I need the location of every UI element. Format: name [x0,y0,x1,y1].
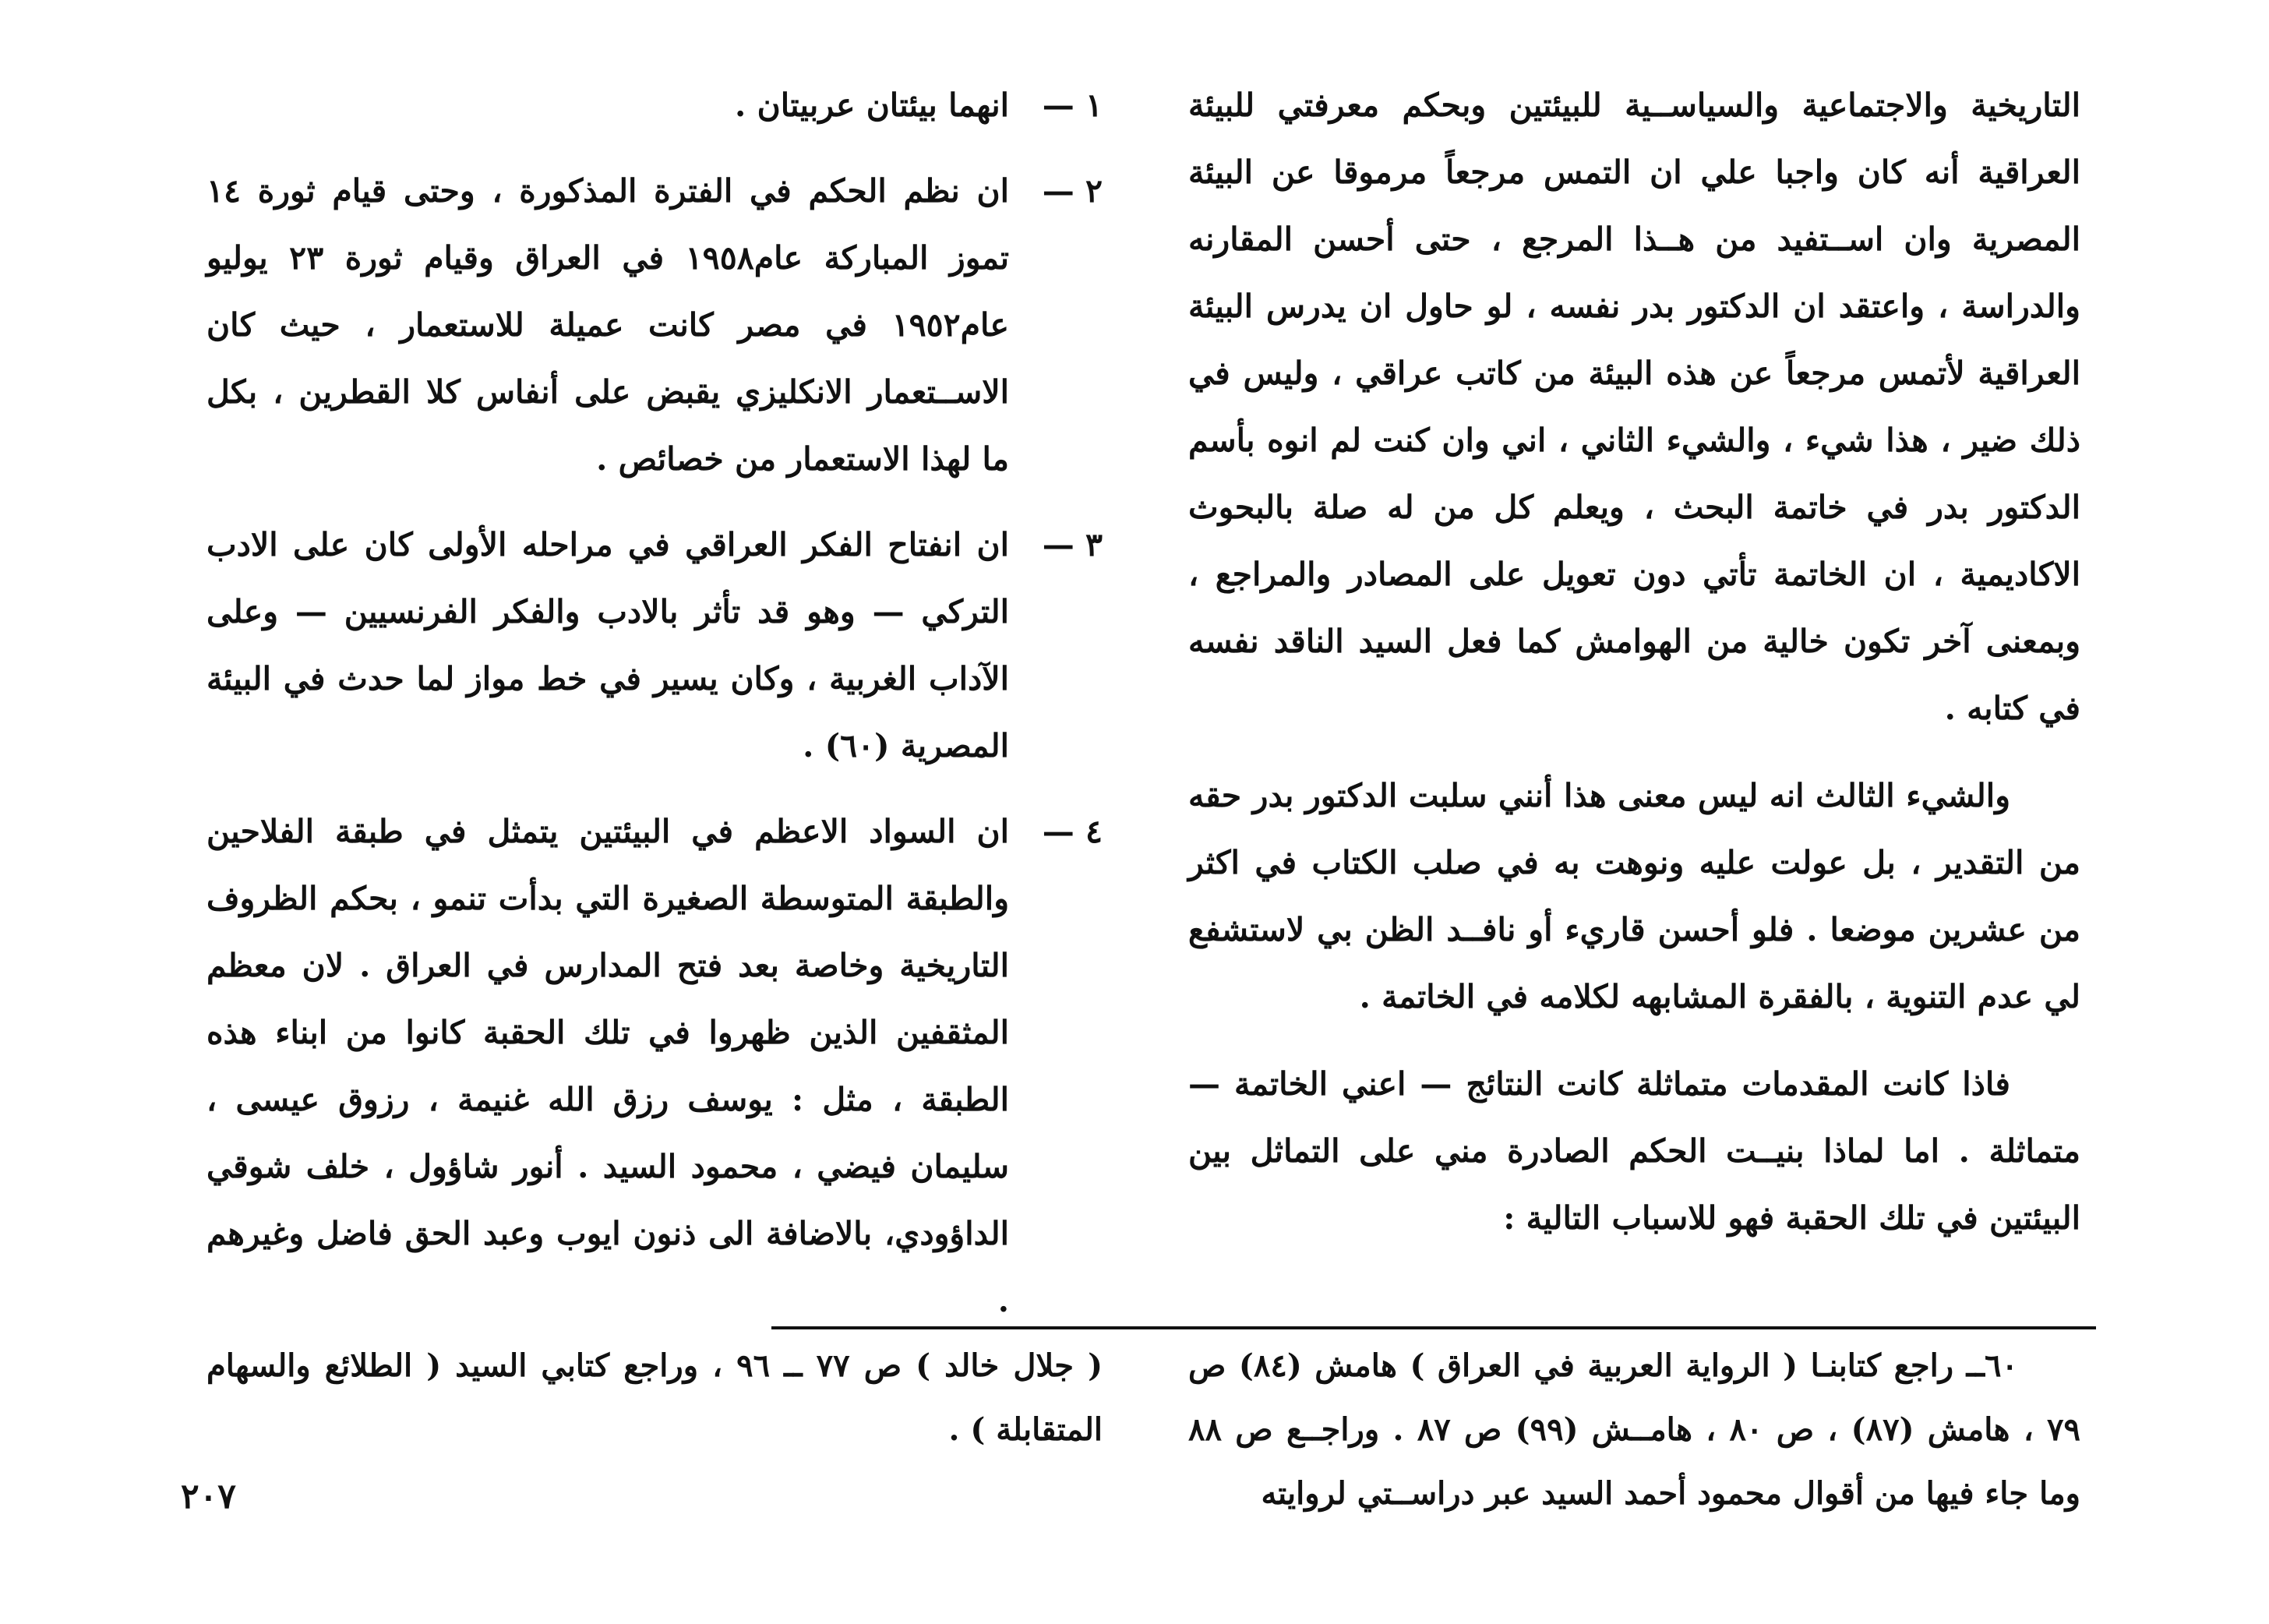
list-item [206,157,1103,492]
item-number: ٣ — [1042,526,1103,563]
paragraph-3: فاذا كانت المقدمات متماثلة كانت النتائج — اعني الخاتمة — متماثلة . اما لماذا بنيــت الحكم الصادرة مني على التماثل بين البيئتين في تلك الحقبة فهو للاسباب التالية : [1188,1065,2080,1237]
item-text: ان نظم الحكم في الفترة المذكورة ، وحتى قيام ثورة ١٤ تموز المباركة عام١٩٥٨ في العراق وقيام ثورة ٢٣ يوليو عام١٩٥٢ في مصر كانت عميلة للاستعمار ، حيث كان الاســتعمار الانكليزي يقبض على أنفاس كلا القطرين ، بكل ما لهذا الاستعمار من خصائص . [206,172,1009,478]
footnote-separator [771,1326,2096,1329]
footnote-continuation: ( جلال خالد ) ص ٧٧ ــ ٩٦ ، وراجع كتابي السيد ( الطلائع والسهام المتقابلة ) . [206,1347,1103,1448]
list-item [206,72,1103,139]
page-number: ٢٠٧ [181,1477,236,1516]
item-text: انهما بيئتان عربيتان . [735,86,1009,124]
footnote-60: ٦٠ــ راجع كتابنـا ( الرواية العربية في العراق ) هامش (٨٤) ص ٧٩ ، هامش (٨٧) ، ص ٨٠ ، هامــش (٩٩) ص ٨٧ . وراجــع ص ٨٨ وما جاء فيها من أقوال محمود أحمد السيد عبر دراســتي لروايته [1188,1347,2081,1512]
right-text-column [1188,72,2080,1272]
item-number: ١ — [1042,86,1103,124]
item-number: ٢ — [1042,172,1103,210]
paragraph-2: والشيء الثالث انه ليس معنى هذا أنني سلبت الدكتور بدر حقه من التقدير ، بل عولت عليه ونوهت به في صلب الكتاب في اكثر من عشرين موضعا . فلو أحسن قاريء أو نافــد الظن بي لاستشفع لي عدم التنوية ، بالفقرة المشابهه لكلامه في الخاتمة . [1188,777,2080,1015]
item-number: ٤ — [1042,813,1103,850]
item-text: ان انفتاح الفكر العراقي في مراحله الأولى كان على الادب التركي — وهو قد تأثر بالادب والفكر الفرنسيين — وعلى الآداب الغربية ، وكان يسير في خط مواز لما حدث في البيئة المصرية (٦٠) . [206,526,1009,764]
left-text-column [206,72,1103,1353]
footnote-right [1188,1334,2080,1526]
list-item [206,511,1103,779]
footnote-left [206,1334,1103,1462]
list-item [206,798,1103,1334]
paragraph-1: التاريخية والاجتماعية والسياســية للبيئتين وبحكم معرفتي للبيئة العراقية أنه كان واجبا علي ان التمس مرجعاً مرموقا عن البيئة المصرية وان اســتفيد من هــذا المرجع ، حتى أحسن المقارنه والدراسة ، واعتقد ان الدكتور بدر نفسه ، لو حاول ان يدرس البيئة العراقية لأتمس مرجعاً عن هذه البيئة من كاتب عراقي ، وليس في ذلك ضير ، هذا شيء ، والشيء الثاني ، اني وان كنت لم انوه بأسم الدكتور بدر في خاتمة البحث ، ويعلم كل من له صلة بالبحوث الاكاديمية ، ان الخاتمة تأتي دون تعويل على المصادر والمراجع ، وبمعنى آخر تكون خالية من الهوامش كما فعل السيد الناقد نفسه في كتابه . [1188,86,2080,727]
item-text: ان السواد الاعظم في البيئتين يتمثل في طبقة الفلاحين والطبقة المتوسطة الصغيرة التي بدأت تنمو ، بحكم الظروف التاريخية وخاصة بعد فتح المدارس في العراق . لان معظم المثقفين الذين ظهروا في تلك الحقبة كانوا من ابناء هذه الطبقة ، مثل : يوسف رزق الله غنيمة ، رزوق عيسى ، سليمان فيضي ، محمود السيد . أنور شاؤول ، خلف شوقي الداؤودي، بالاضافة الى ذنون ايوب وعبد الحق فاضل وغيرهم . [206,813,1009,1319]
